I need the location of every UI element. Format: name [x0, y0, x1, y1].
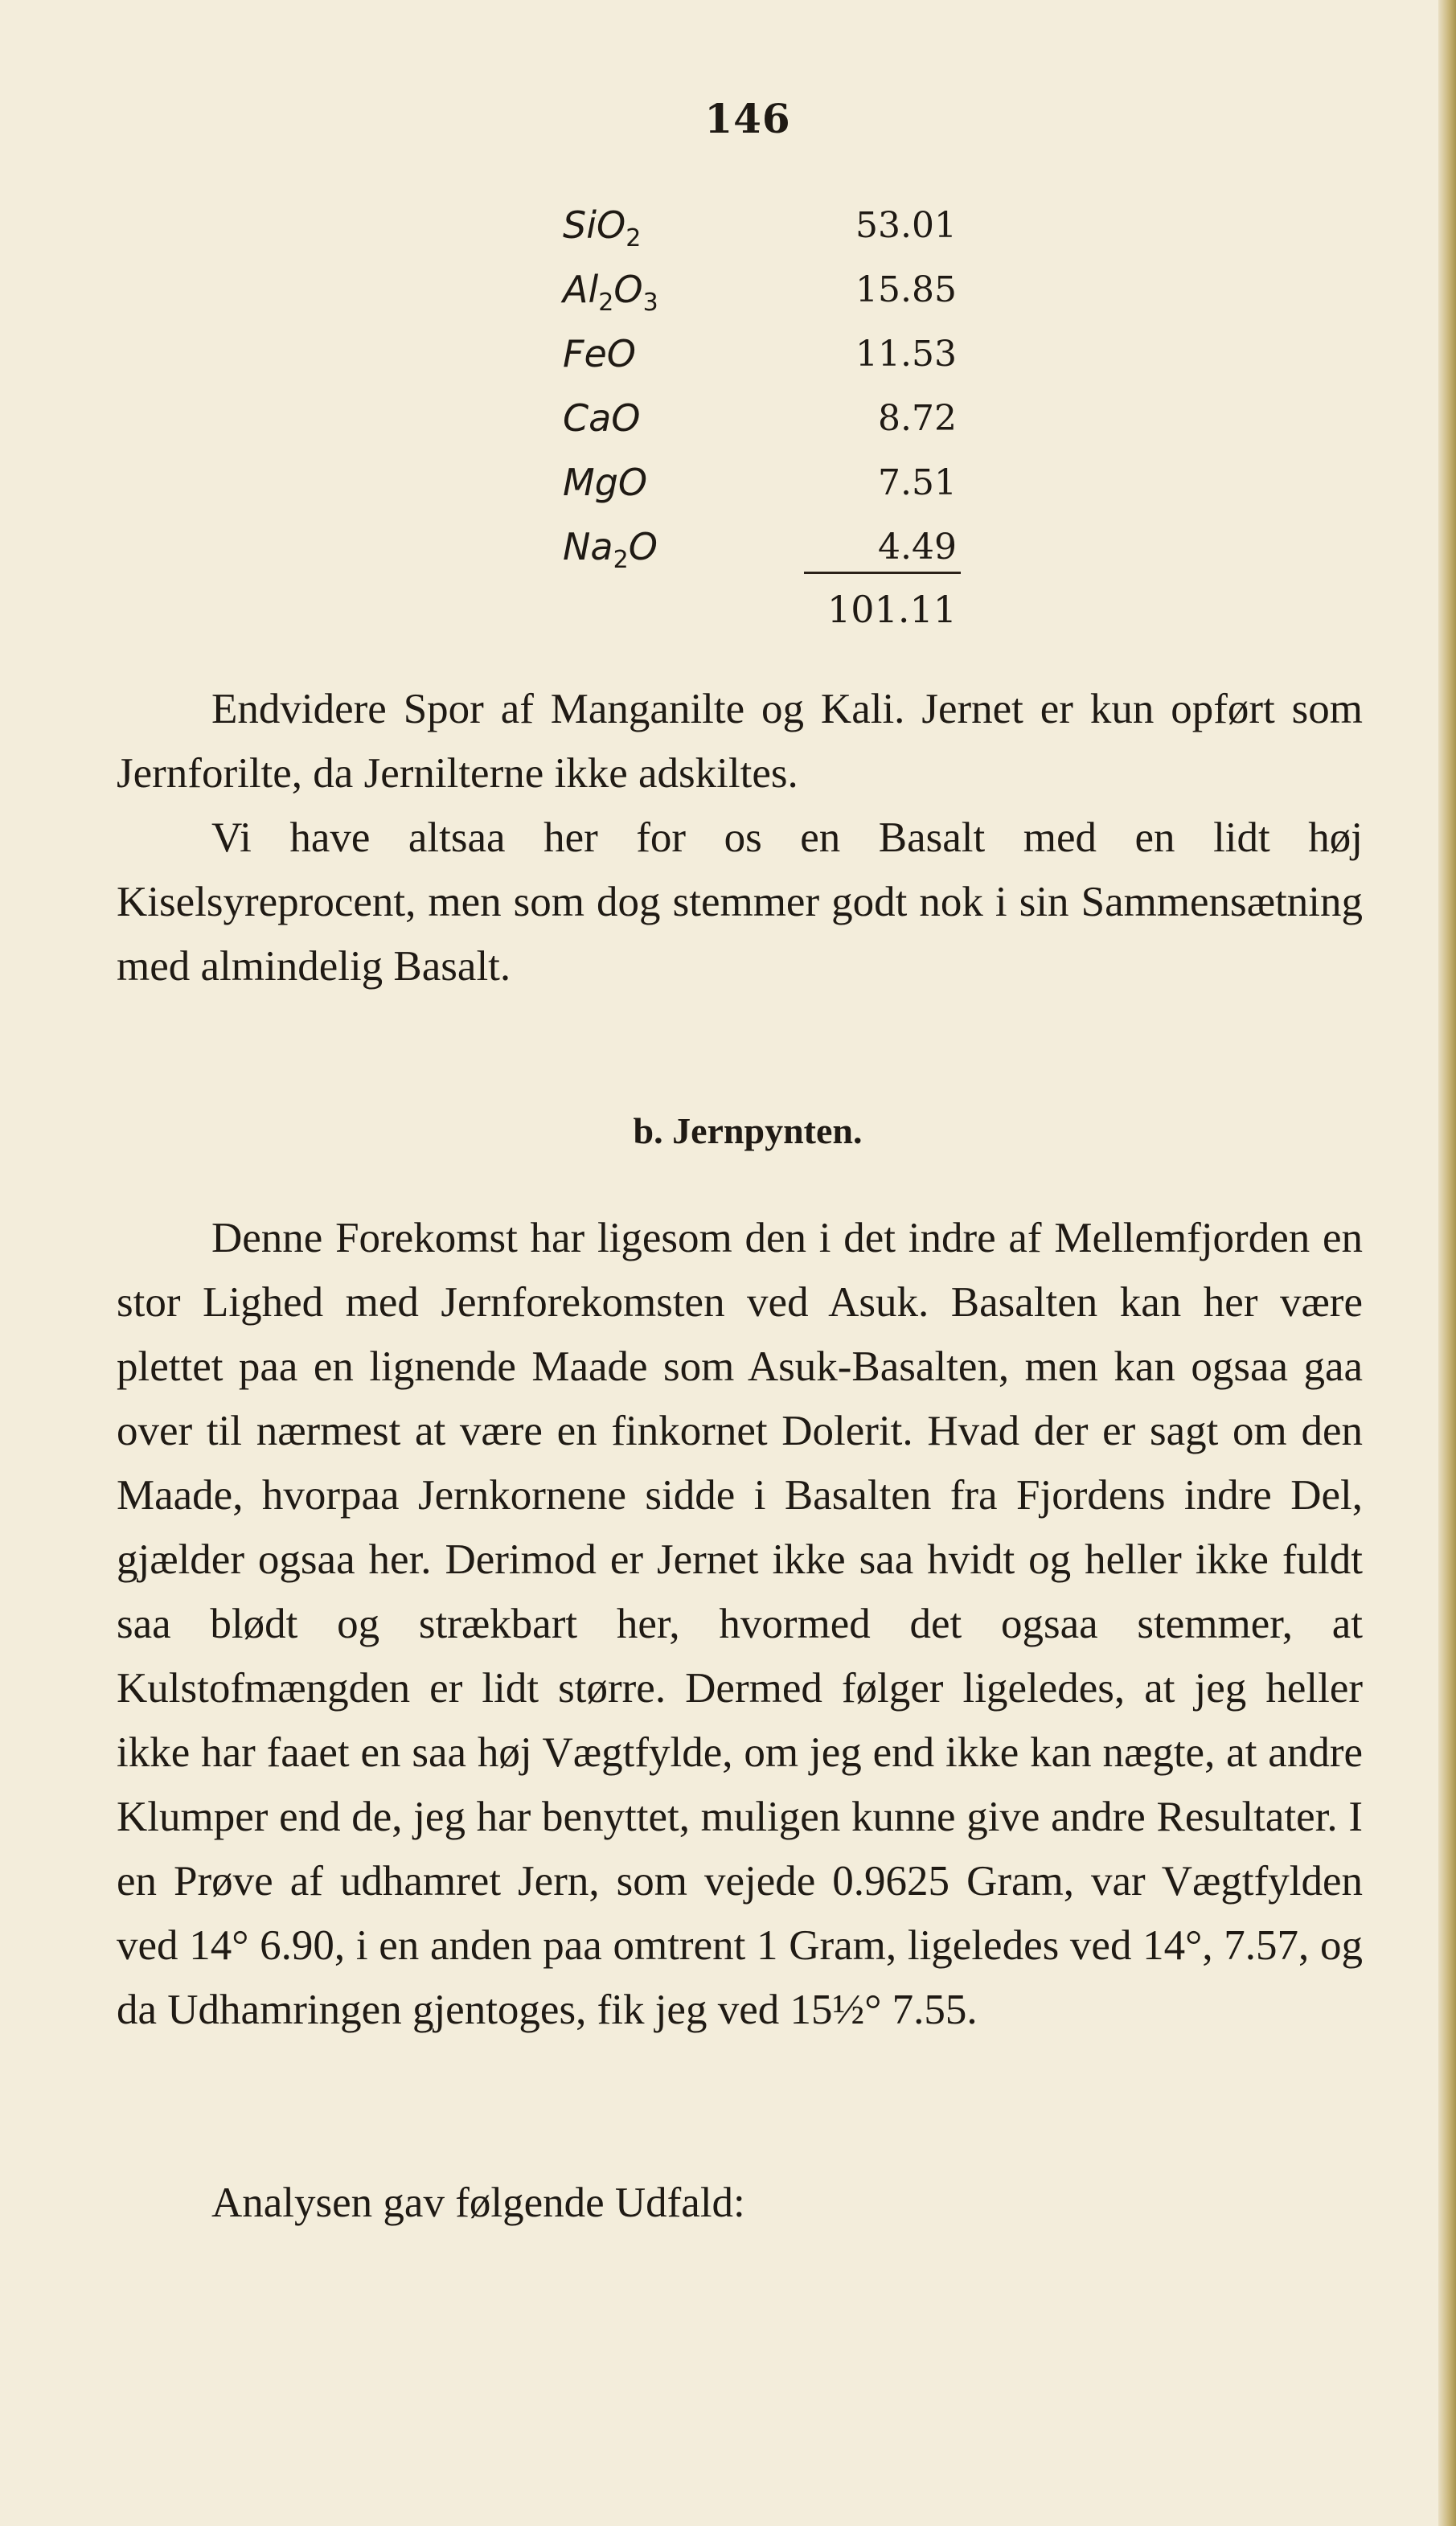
oxide-value: 8.72: [878, 398, 957, 439]
oxide-formula: $Al_2O_3$: [563, 268, 658, 317]
oxide-formula: MgO: [563, 461, 648, 504]
table-row: [563, 197, 965, 261]
table-row: [563, 326, 965, 390]
oxide-value: 11.53: [855, 334, 957, 375]
table-row: [563, 454, 965, 519]
paragraph-analysis-intro: Analysen gav følgende Udfald:: [211, 2179, 745, 2226]
oxide-formula: FeO: [563, 332, 636, 375]
oxide-value: 53.01: [855, 205, 957, 246]
page-number: 146: [704, 95, 791, 142]
oxide-formula: SiO$_2$: [563, 203, 642, 252]
oxide-value: 7.51: [878, 462, 957, 503]
oxide-value: 15.85: [855, 269, 957, 310]
table-row: [563, 261, 965, 326]
oxide-formula: CaO: [563, 396, 641, 440]
oxide-value: 4.49: [878, 527, 957, 568]
table-row: [563, 390, 965, 454]
sum-total: 101.11: [827, 588, 957, 631]
paragraph-trace-elements: Endvidere Spor af Manganilte og Kali. Jernet er kun opført som Jernforilte, da Jernilterne ikke adskiltes.: [117, 686, 1363, 797]
page-edge: [1438, 0, 1456, 2526]
analysis-table: [563, 197, 965, 631]
paragraph-jernpynten: Denne Forekomst har ligesom den i det indre af Mellemfjorden en stor Lighed med Jernforekomsten ved Asuk. Basalten kan her være plettet paa en lignende Maade som Asuk-Basalten, men kan ogsaa gaa over til nærmest at være en finkornet Dolerit. Hvad der er sagt om den Maade, hvorpaa Jernkornene sidde i Basalten fra Fjordens indre Del, gjælder ogsaa her. Derimod er Jernet ikke saa hvidt og heller ikke fuldt saa blødt og strækbart her, hvormed det ogsaa stemmer, at Kulstofmængden er lidt større. Dermed følger ligeledes, at jeg heller ikke har faaet en saa høj Vægtfylde, om jeg end ikke kan nægte, at andre Klumper end de, jeg har benyttet, muligen kunne give andre Resultater. I en Prøve af udhamret Jern, som vejede 0.9625 Gram, var Vægtfylden ved 14° 6.90, i en anden paa omtrent 1 Gram, ligeledes ved 14°, 7.57, og da Udhamringen gjentoges, fik jeg ved 15½° 7.55.: [117, 1215, 1363, 2033]
section-heading: b. Jernpynten.: [633, 1110, 863, 1151]
paragraph-basalt-summary: Vi have altsaa her for os en Basalt med en lidt høj Kiselsyreprocent, men som dog stemmer godt nok i sin Sammensætning med almindelig Basalt.: [117, 814, 1363, 990]
oxide-formula: $Na_2O$: [563, 525, 658, 574]
sum-rule: [804, 572, 961, 574]
